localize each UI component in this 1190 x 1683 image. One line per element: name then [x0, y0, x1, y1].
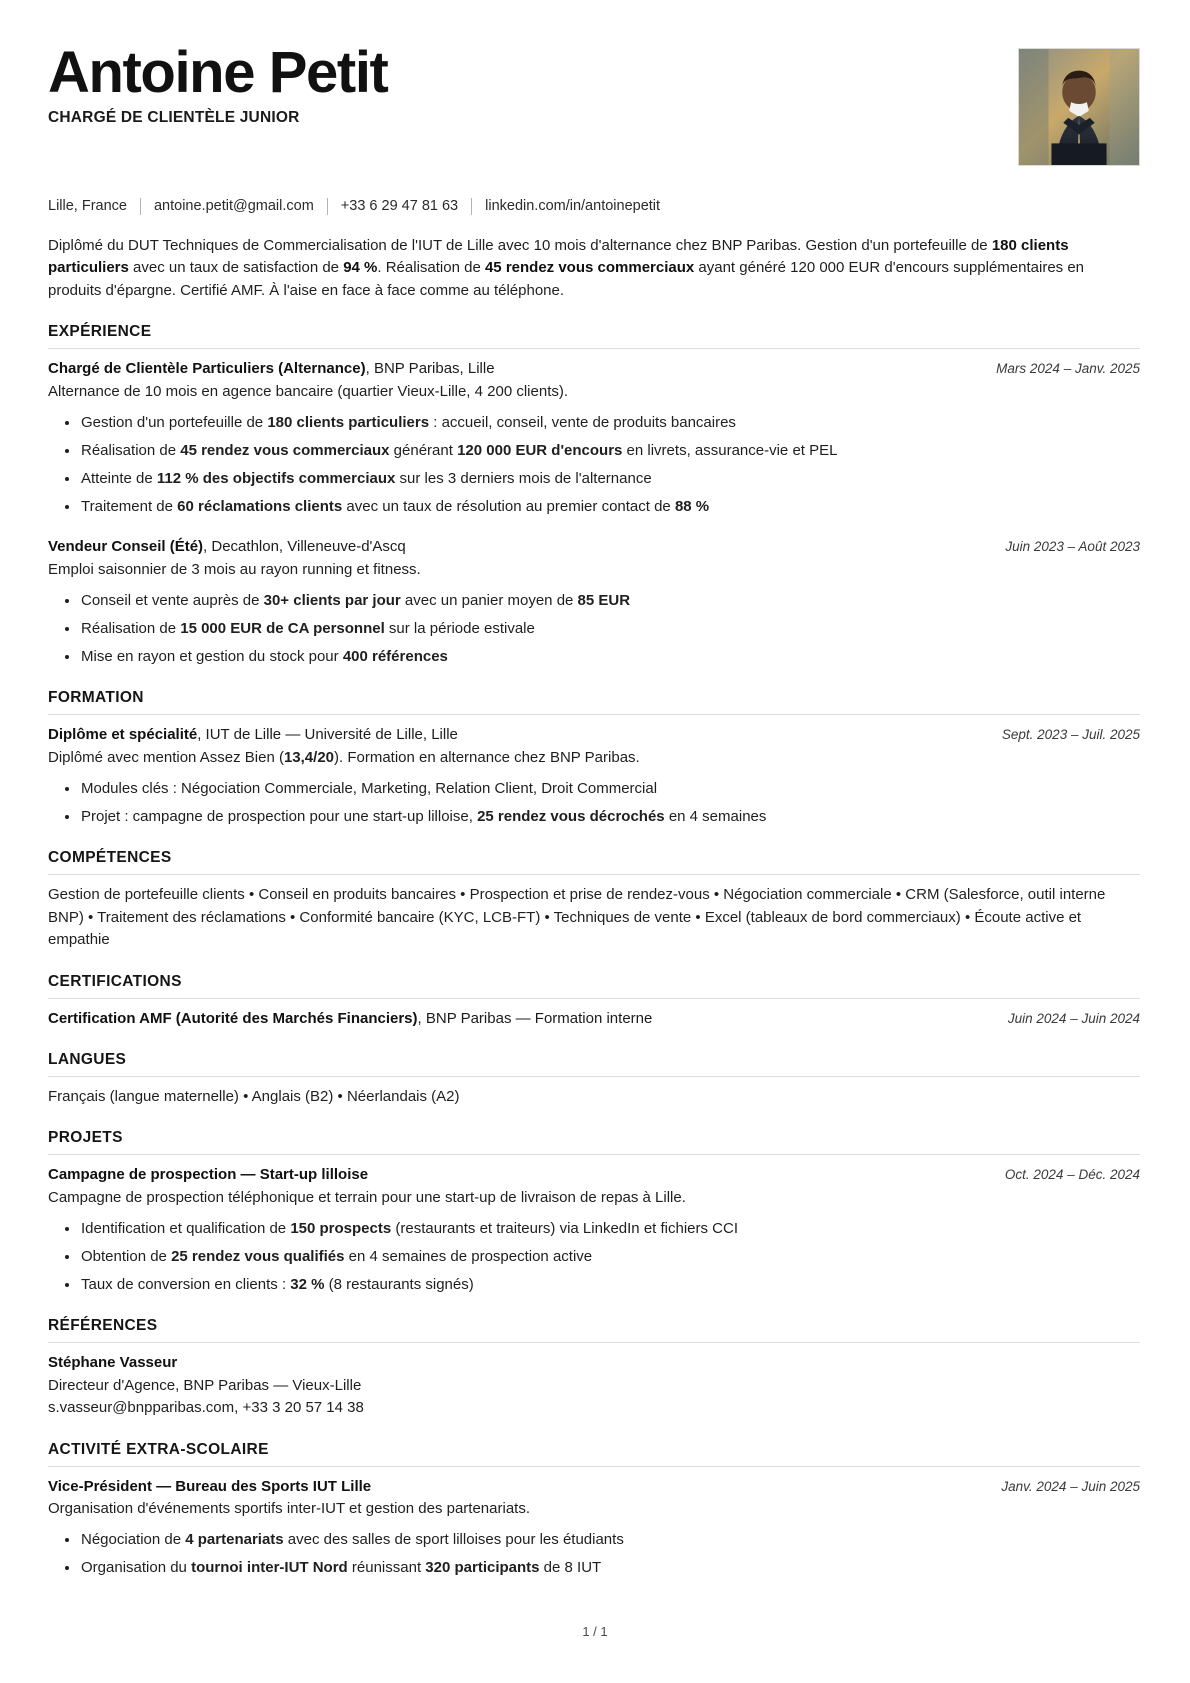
contact-email[interactable]: antoine.petit@gmail.com — [153, 198, 314, 214]
entry-bullet-list — [48, 778, 1140, 829]
contact-divider-icon — [327, 198, 328, 215]
list-item: Négociation de 4 partenariats avec des salles de sport lilloises pour les étudiants — [79, 1529, 1140, 1552]
contact-linkedin[interactable]: linkedin.com/in/antoinepetit — [485, 198, 661, 214]
competences-text: Gestion de portefeuille clients • Conseil en produits bancaires • Prospection et prise de rendez-vous • Négociation commerciale • CRM (Salesforce, outil interne BNP) • Traitement des réclamations • Conformité bancaire (KYC, LCB-FT) • Techniques de vente • Excel (tableaux de bord commerciaux) • Écoute active et empathie — [48, 886, 1106, 949]
portrait-photo-icon — [1019, 49, 1139, 165]
page-footer — [0, 1624, 1190, 1639]
section-title-certifications: CERTIFICATIONS — [48, 972, 182, 990]
header-text-block — [48, 42, 1018, 127]
page-indicator: 1 / 1 — [582, 1624, 608, 1639]
avatar — [1018, 48, 1140, 166]
list-item: Réalisation de 45 rendez vous commerciaux générant 120 000 EUR d'encours en livrets, assurance-vie et PEL — [79, 440, 1140, 463]
entry-subtitle: Campagne de prospection téléphonique et terrain pour une start-up de livraison de repas à Lille. — [48, 1188, 686, 1206]
entry — [48, 724, 1140, 828]
entry-bullet-list — [48, 590, 1140, 669]
list-item: Taux de conversion en clients : 32 % (8 restaurants signés) — [79, 1274, 1140, 1297]
section-competences — [48, 849, 1140, 952]
sections-container — [48, 323, 1140, 1579]
list-item: Modules clés : Négociation Commerciale, Marketing, Relation Client, Droit Commercial — [79, 778, 1140, 801]
entry-header — [48, 724, 1140, 746]
entry-header — [48, 1164, 1140, 1186]
contact-divider-icon — [140, 198, 141, 215]
section-divider — [48, 1076, 1140, 1077]
professional-summary: Diplômé du DUT Techniques de Commercialisation de l'IUT de Lille avec 10 mois d'alternance chez BNP Paribas. Gestion d'un portefeuille de 180 clients particuliers avec un taux de satisfaction de 94 %. Réalisation de 45 rendez vous commerciaux ayant généré 120 000 EUR d'encours supplémentaires en produits d'épargne. Certifié AMF. À l'aise en face à face comme au téléphone. — [48, 236, 1085, 299]
resume-header — [48, 42, 1140, 166]
entry — [48, 1008, 1140, 1030]
entry-title: Diplôme et spécialité, IUT de Lille — Université de Lille, Lille — [48, 726, 458, 744]
langues-text: Français (langue maternelle) • Anglais (B2) • Néerlandais (A2) — [48, 1087, 460, 1105]
list-item: Traitement de 60 réclamations clients avec un taux de résolution au premier contact de 88 % — [79, 496, 1140, 519]
entry-subtitle: Diplômé avec mention Assez Bien (13,4/20). Formation en alternance chez BNP Paribas. — [48, 749, 640, 766]
section-divider — [48, 874, 1140, 875]
section-formation — [48, 689, 1140, 828]
reference-contact[interactable]: s.vasseur@bnpparibas.com, +33 3 20 57 14 38 — [48, 1399, 364, 1416]
entry-date: Sept. 2023 – Juil. 2025 — [1001, 727, 1140, 743]
section-divider — [48, 348, 1140, 349]
contact-line — [48, 196, 1140, 218]
page-title: Antoine Petit — [48, 40, 388, 105]
section-divider — [48, 714, 1140, 715]
entry-header — [48, 1008, 1140, 1030]
contact-location: Lille, France — [48, 198, 127, 214]
entry-date: Janv. 2024 – Juin 2025 — [1001, 1478, 1140, 1494]
section-experience — [48, 323, 1140, 668]
reference-role: Directeur d'Agence, BNP Paribas — Vieux-Lille — [48, 1376, 362, 1394]
entry — [48, 358, 1140, 518]
entry-date: Mars 2024 – Janv. 2025 — [996, 361, 1140, 377]
entry-date: Juin 2024 – Juin 2024 — [1007, 1010, 1140, 1026]
section-title-references: RÉFÉRENCES — [48, 1317, 158, 1334]
list-item: Identification et qualification de 150 prospects (restaurants et traiteurs) via LinkedIn et fichiers CCI — [79, 1218, 1140, 1241]
entry-bullet-list — [48, 1218, 1140, 1297]
list-item: Réalisation de 15 000 EUR de CA personnel sur la période estivale — [79, 618, 1140, 641]
list-item: Projet : campagne de prospection pour une start-up lilloise, 25 rendez vous décrochés en 4 semaines — [79, 806, 1140, 829]
entry-title: Certification AMF (Autorité des Marchés Financiers), BNP Paribas — Formation interne — [48, 1009, 653, 1027]
entry — [48, 1164, 1140, 1296]
entry-bullet-list — [48, 412, 1140, 519]
entry-header — [48, 358, 1140, 380]
list-item: Gestion d'un portefeuille de 180 clients particuliers : accueil, conseil, vente de produits bancaires — [79, 412, 1140, 435]
job-title: CHARGÉ DE CLIENTÈLE JUNIOR — [48, 109, 300, 127]
section-divider — [48, 1342, 1140, 1343]
section-projets — [48, 1129, 1140, 1296]
entry-bullet-list — [48, 1529, 1140, 1580]
section-title-langues: LANGUES — [48, 1050, 127, 1068]
entry-title: Vendeur Conseil (Été), Decathlon, Villeneuve-d'Ascq — [48, 538, 406, 556]
section-extra — [48, 1441, 1140, 1580]
section-references — [48, 1317, 1140, 1420]
section-divider — [48, 998, 1140, 999]
section-title-experience: EXPÉRIENCE — [48, 323, 152, 341]
contact-divider-icon — [471, 198, 472, 215]
section-certifications — [48, 973, 1140, 1030]
list-item: Conseil et vente auprès de 30+ clients par jour avec un panier moyen de 85 EUR — [79, 590, 1140, 613]
section-langues — [48, 1051, 1140, 1109]
entry-header — [48, 1476, 1140, 1498]
entry-header — [48, 536, 1140, 558]
entry — [48, 536, 1140, 668]
list-item: Atteinte de 112 % des objectifs commerciaux sur les 3 derniers mois de l'alternance — [79, 468, 1140, 491]
contact-phone[interactable]: +33 6 29 47 81 63 — [340, 198, 459, 214]
entry-title: Chargé de Clientèle Particuliers (Alternance), BNP Paribas, Lille — [48, 360, 495, 378]
section-title-competences: COMPÉTENCES — [48, 849, 172, 867]
section-title-projets: PROJETS — [48, 1129, 123, 1146]
list-item: Organisation du tournoi inter-IUT Nord réunissant 320 participants de 8 IUT — [79, 1557, 1140, 1580]
list-item: Mise en rayon et gestion du stock pour 400 références — [79, 646, 1140, 669]
entry-subtitle: Organisation d'événements sportifs inter-IUT et gestion des partenariats. — [48, 1500, 530, 1518]
section-divider — [48, 1154, 1140, 1155]
entry-subtitle: Alternance de 10 mois en agence bancaire (quartier Vieux-Lille, 4 200 clients). — [48, 383, 569, 400]
reference-name: Stéphane Vasseur — [48, 1354, 178, 1371]
list-item: Obtention de 25 rendez vous qualifiés en 4 semaines de prospection active — [79, 1246, 1140, 1269]
section-title-extra: ACTIVITÉ EXTRA-SCOLAIRE — [48, 1440, 269, 1458]
entry-title: Vice-Président — Bureau des Sports IUT Lille — [48, 1477, 372, 1495]
entry-subtitle: Emploi saisonnier de 3 mois au rayon running et fitness. — [48, 561, 421, 578]
entry — [48, 1476, 1140, 1580]
entry-date: Oct. 2024 – Déc. 2024 — [1004, 1167, 1140, 1182]
entry-title: Campagne de prospection — Start-up lilloise — [48, 1166, 369, 1183]
entry-date: Juin 2023 – Août 2023 — [1005, 539, 1140, 555]
section-divider — [48, 1466, 1140, 1467]
section-title-formation: FORMATION — [48, 689, 144, 707]
